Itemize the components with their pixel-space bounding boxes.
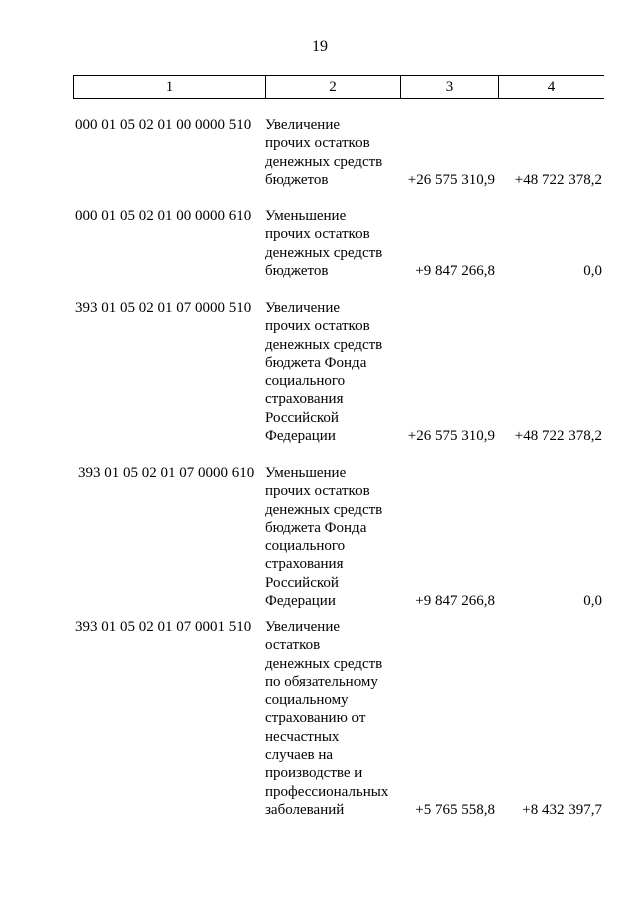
description-line: социального xyxy=(265,538,346,555)
row-description xyxy=(265,618,405,819)
row-value-col3: +5 765 558,8 xyxy=(415,802,495,818)
description-line: денежных средств xyxy=(265,655,383,672)
description-line: по обязательному xyxy=(265,673,378,690)
row-value-col4: 0,0 xyxy=(583,593,602,609)
row-value-col4: +8 432 397,7 xyxy=(522,802,602,818)
row-code: 393 01 05 02 01 07 0001 510 xyxy=(75,619,252,635)
description-line: заболеваний xyxy=(265,801,345,818)
header-col-2: 2 xyxy=(266,76,401,98)
description-line: Уменьшение xyxy=(265,465,347,481)
row-code: 393 01 05 02 01 07 0000 510 xyxy=(75,300,252,316)
description-line: социального xyxy=(265,373,346,390)
description-line: страхования xyxy=(265,391,344,408)
row-description xyxy=(265,464,405,610)
row-description xyxy=(265,299,405,445)
row-description xyxy=(265,207,405,280)
row-value-col4: +48 722 378,2 xyxy=(514,172,602,188)
description-line: Федерации xyxy=(265,428,336,445)
row-value-col3: +9 847 266,8 xyxy=(415,593,495,609)
description-line: денежных средств xyxy=(265,244,383,261)
description-line: бюджета Фонда xyxy=(265,354,367,371)
description-line: социальному xyxy=(265,692,349,709)
description-line: Федерации xyxy=(265,593,336,610)
description-line: случаев на xyxy=(265,747,334,764)
row-value-col3: +9 847 266,8 xyxy=(415,263,495,279)
table-header xyxy=(73,75,604,99)
description-line: прочих остатков xyxy=(265,226,370,243)
row-value-col4: +48 722 378,2 xyxy=(514,428,602,444)
description-line: остатков xyxy=(265,637,321,654)
description-line: страхования xyxy=(265,556,344,573)
description-line: производстве и xyxy=(265,765,363,782)
description-line: Российской xyxy=(265,409,339,426)
header-col-1: 1 xyxy=(74,76,266,98)
description-line: прочих остатков xyxy=(265,135,370,152)
description-line: прочих остатков xyxy=(265,483,370,500)
description-line: денежных средств xyxy=(265,336,383,353)
description-line: Увеличение xyxy=(265,117,341,133)
description-line: страхованию от xyxy=(265,710,366,727)
row-code: 000 01 05 02 01 00 0000 610 xyxy=(75,208,252,224)
description-line: денежных средств xyxy=(265,501,383,518)
row-value-col3: +26 575 310,9 xyxy=(407,172,495,188)
row-code: 393 01 05 02 01 07 0000 610 xyxy=(78,465,255,481)
description-line: Уменьшение xyxy=(265,208,347,224)
row-code: 000 01 05 02 01 00 0000 510 xyxy=(75,117,252,133)
row-value-col3: +26 575 310,9 xyxy=(407,428,495,444)
row-value-col4: 0,0 xyxy=(583,263,602,279)
description-line: бюджета Фонда xyxy=(265,519,367,536)
description-line: Российской xyxy=(265,574,339,591)
description-line: денежных средств xyxy=(265,153,383,170)
header-col-4: 4 xyxy=(547,79,556,95)
description-line: бюджетов xyxy=(265,171,329,188)
description-line: профессиональных xyxy=(265,783,389,800)
description-line: несчастных xyxy=(265,728,340,745)
header-col-3: 3 xyxy=(401,76,499,98)
description-line: бюджетов xyxy=(265,262,329,279)
page-number: 19 xyxy=(312,38,328,55)
description-line: Увеличение xyxy=(265,300,341,316)
row-description xyxy=(265,116,405,189)
description-line: прочих остатков xyxy=(265,318,370,335)
description-line: Увеличение xyxy=(265,619,341,635)
